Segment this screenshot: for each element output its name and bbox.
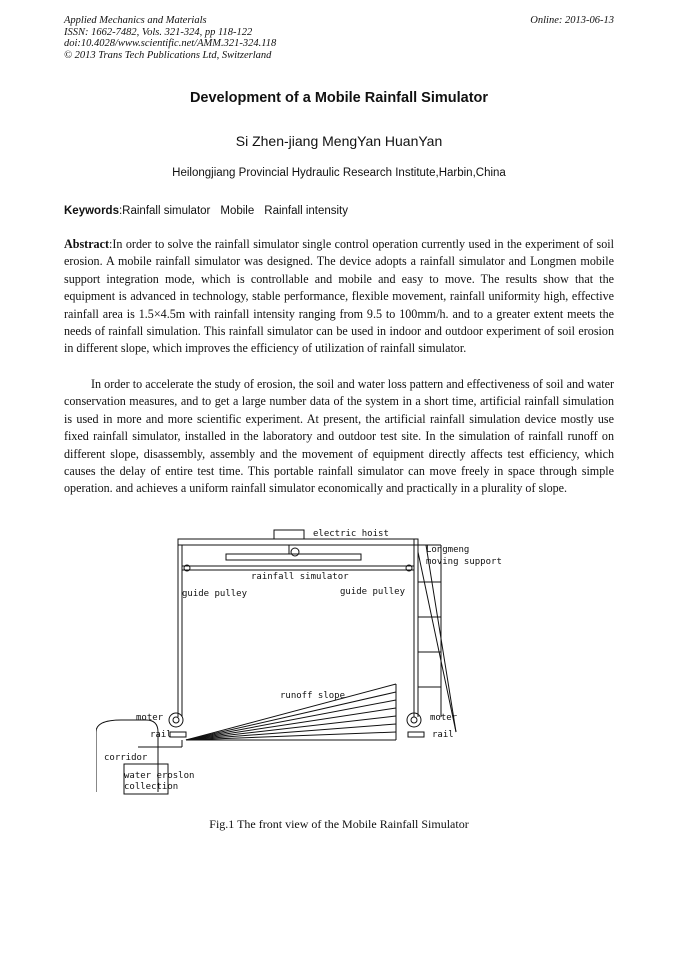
figure-caption: Fig.1 The front view of the Mobile Rainfall Simulator xyxy=(209,817,469,831)
paper-title: Development of a Mobile Rainfall Simulator xyxy=(189,90,489,106)
label-moving-support: moving support xyxy=(426,557,502,567)
issn-line: ISSN: 1662-7482, Vols. 321-324, pp 118-122 xyxy=(64,26,253,38)
abstract-text: :In order to solve the rainfall simulator single control operation currently used in the experiment of soil erosion. A mobile rainfall simulator was designed. The device adopts a rainfall simulator and Longmen mobile support integration mode, which is controllable and mobile and easy to move. The results show that the equipment is advanced in technology, stable performance, flexible movement, rainfall uniformity high, effective rainfall area is 1.5×4.5m with rainfall intensity ranging from 9.5 to 100mm/h. and to a greater extent meets the needs of rainfall simulation. This rainfall simulator can be used in indoor and outdoor experiment of soil erosion in different slope, which improves the efficiency of utilization of rainfall simulator. xyxy=(64,237,614,356)
keywords-label: Keywords xyxy=(64,205,119,217)
label-rail-left: rail xyxy=(150,730,172,740)
doi-line: doi:10.4028/www.scientific.net/AMM.321-324.118 xyxy=(64,38,277,49)
label-collection-2: collection xyxy=(124,782,179,792)
paper-affiliation: Heilongjiang Provincial Hydraulic Research Institute,Harbin,China xyxy=(172,167,506,179)
label-motor-left: moter xyxy=(136,713,164,723)
rail-right xyxy=(408,732,424,737)
body-paragraph: In order to accelerate the study of erosion, the soil and water loss pattern and effectiveness of soil and water conservation measures, and to get a large number data of the system in a short time, artificial rainfall simulation is used in more and more scientific experiment. At present, the artificial rainfall simulation device mostly use fixed rainfall simulator, installed in the laboratory and outdoor test site. In the simulation of rainfall runoff on different slope, disassembly, assembly and the movement of equipment directly affects test efficiency, which causes the delay of entire test time. This portable rainfall simulator can move freely in space through simple operation. and achieves a uniform rainfall simulator economically and practically in a plurality of slope. xyxy=(64,377,614,496)
rainfall-simulator-frame xyxy=(226,554,361,560)
abstract-label: Abstract xyxy=(64,237,110,251)
keyword-item: Rainfall intensity xyxy=(264,205,348,217)
abstract-paragraph xyxy=(64,236,614,358)
keyword-item: Rainfall simulator xyxy=(122,205,211,217)
motor-left xyxy=(169,713,183,727)
label-longmeng: Longmeng xyxy=(426,545,470,555)
journal-name: Applied Mechanics and Materials xyxy=(64,15,207,26)
label-guide-pulley-left: guide pulley xyxy=(182,589,248,599)
journal-header xyxy=(64,15,276,61)
top-beam xyxy=(178,539,418,545)
label-rainfall-simulator: rainfall simulator xyxy=(251,572,349,582)
rail-left xyxy=(170,732,186,737)
rainfall-simulator-figure xyxy=(96,522,566,802)
hoist-pulley xyxy=(291,548,299,556)
paper-authors: Si Zhen-jiang MengYan HuanYan xyxy=(235,133,443,149)
label-collection-1: water eroslon xyxy=(124,771,195,781)
label-runoff-slope: runoff slope xyxy=(280,691,346,701)
label-guide-pulley-right: guide pulley xyxy=(340,587,406,597)
label-rail-right: rail xyxy=(432,730,454,740)
electric-hoist-shape xyxy=(274,530,304,539)
keyword-item: Mobile xyxy=(220,205,255,217)
online-date: Online: 2013-06-13 xyxy=(530,15,614,26)
keywords-line: Keywords:Rainfall simulator Mobile Rainfall intensity xyxy=(64,205,348,217)
label-motor-right: moter xyxy=(430,713,458,723)
copyright-line: © 2013 Trans Tech Publications Ltd, Switzerland xyxy=(64,49,272,61)
label-electric-hoist: electric hoist xyxy=(313,529,389,539)
label-corridor: corridor xyxy=(104,753,148,763)
